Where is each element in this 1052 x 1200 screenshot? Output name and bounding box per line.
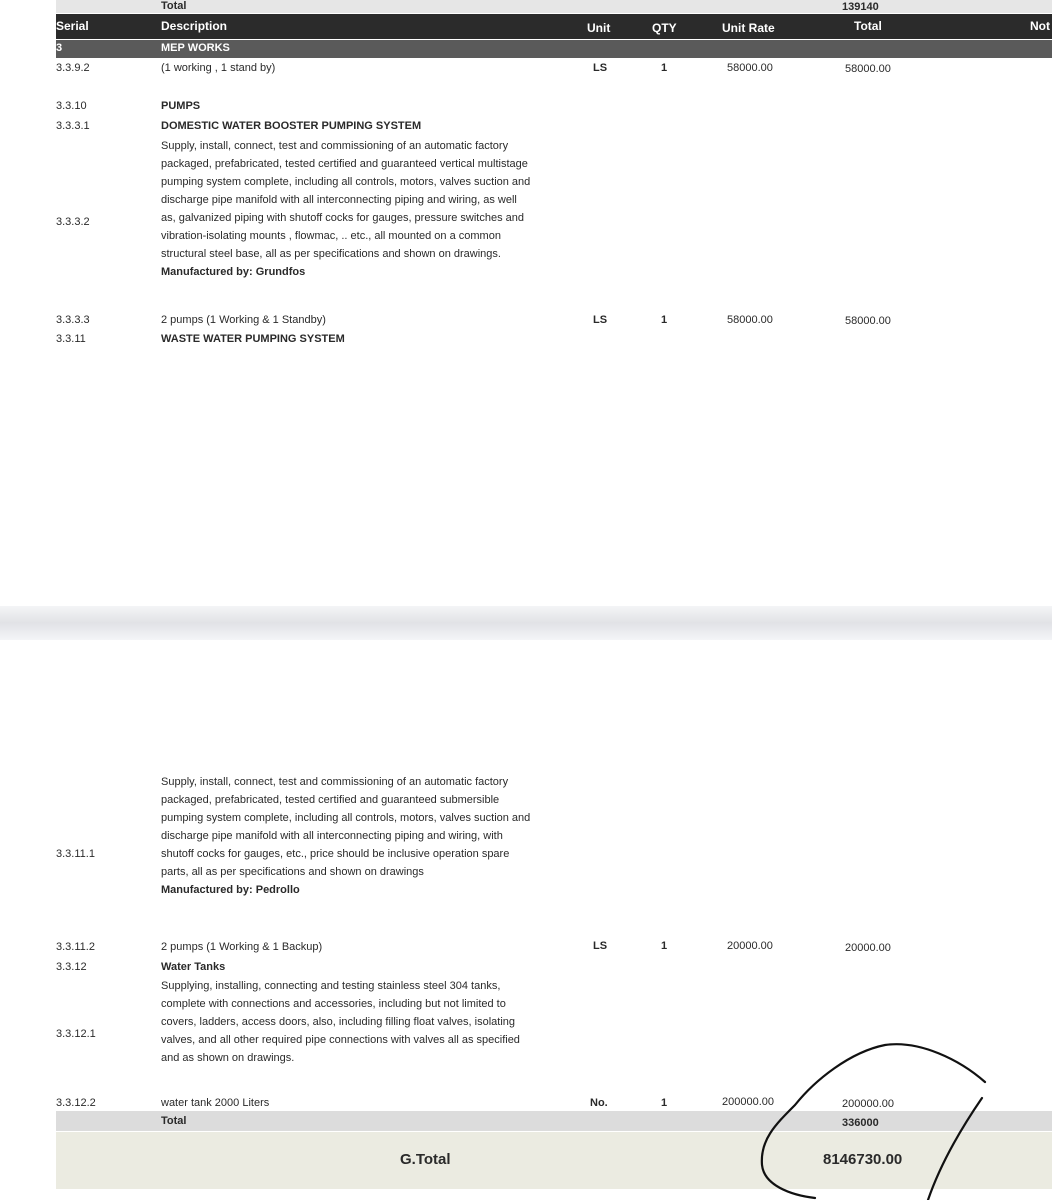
description-line: discharge pipe manifold with all interconnecting piping and wiring, as well xyxy=(161,194,517,206)
row-description: (1 working , 1 stand by) xyxy=(161,62,276,74)
row-description: 2 pumps (1 Working & 1 Standby) xyxy=(161,314,326,326)
row-serial: 3.3.12.1 xyxy=(56,1028,96,1040)
row-serial: 3.3.12 xyxy=(56,961,87,973)
header-qty: QTY xyxy=(652,21,677,35)
header-notes: Not xyxy=(1030,19,1050,33)
description-line: covers, ladders, access doors, also, including filling float valves, isolating xyxy=(161,1016,516,1028)
row-serial: 3.3.12.2 xyxy=(56,1097,96,1109)
section-serial: 3 xyxy=(56,42,63,54)
row-serial: 3.3.11.2 xyxy=(56,941,95,953)
row-total: 58000.00 xyxy=(845,315,891,327)
row-unit: LS xyxy=(593,940,608,952)
row-serial: 3.3.9.2 xyxy=(56,62,90,74)
row-heading: Water Tanks xyxy=(161,961,226,973)
header-serial: Serial xyxy=(56,19,89,33)
row-unit-rate: 200000.00 xyxy=(722,1096,774,1108)
header-unit: Unit xyxy=(587,21,611,35)
description-line: vibration-isolating mounts , flowmac, .. etc., all mounted on a common xyxy=(161,230,501,242)
description-line: complete with connections and accessories, including but not limited to xyxy=(161,998,506,1010)
description-line: valves, and all other required pipe connections with valves all as specified xyxy=(161,1034,520,1046)
row-qty: 1 xyxy=(661,940,668,952)
row-total: 200000.00 xyxy=(842,1098,894,1110)
description-line: Supplying, installing, connecting and testing stainless steel 304 tanks, xyxy=(161,980,501,992)
description-line: shutoff cocks for gauges, etc., price should be inclusive operation spare xyxy=(161,848,510,860)
description-line: as, galvanized piping with shutoff cocks for gauges, pressure switches and xyxy=(161,212,524,224)
description-line: parts, all as per specifications and shown on drawings xyxy=(161,866,424,878)
description-line: structural steel base, all as per specifications and shown on drawings. xyxy=(161,248,501,260)
row-serial: 3.3.11 xyxy=(56,333,86,345)
manufacturer-line: Manufactured by: Pedrollo xyxy=(161,884,300,896)
row-unit-rate: 58000.00 xyxy=(727,62,773,74)
bottom-total-value: 336000 xyxy=(842,1117,879,1129)
row-unit: LS xyxy=(593,314,608,326)
manufacturer-line: Manufactured by: Grundfos xyxy=(161,266,306,278)
row-qty: 1 xyxy=(661,1097,668,1109)
row-qty: 1 xyxy=(661,314,668,326)
description-line: packaged, prefabricated, tested certified and guaranteed vertical multistage xyxy=(161,158,528,170)
row-serial: 3.3.3.3 xyxy=(56,314,90,326)
top-total-label: Total xyxy=(161,0,187,12)
row-serial: 3.3.3.2 xyxy=(56,216,90,228)
section-title: MEP WORKS xyxy=(161,42,230,54)
row-unit-rate: 20000.00 xyxy=(727,940,773,952)
row-unit: No. xyxy=(590,1097,608,1109)
row-total: 58000.00 xyxy=(845,63,891,75)
description-line: discharge pipe manifold with all interconnecting piping and wiring, with xyxy=(161,830,503,842)
row-description: water tank 2000 Liters xyxy=(161,1097,270,1109)
header-unit-rate: Unit Rate xyxy=(722,21,775,35)
description-line: packaged, prefabricated, tested certified and guaranteed submersible xyxy=(161,794,500,806)
row-serial: 3.3.10 xyxy=(56,100,87,112)
row-unit-rate: 58000.00 xyxy=(727,314,773,326)
row-heading: PUMPS xyxy=(161,100,201,112)
row-description: 2 pumps (1 Working & 1 Backup) xyxy=(161,941,323,953)
row-heading: WASTE WATER PUMPING SYSTEM xyxy=(161,333,345,345)
grand-total-value: 8146730.00 xyxy=(823,1151,903,1168)
header-total: Total xyxy=(854,19,882,33)
description-line: pumping system complete, including all controls, motors, valves suction and xyxy=(161,176,531,188)
row-qty: 1 xyxy=(661,62,668,74)
row-total: 20000.00 xyxy=(845,942,891,954)
row-heading: DOMESTIC WATER BOOSTER PUMPING SYSTEM xyxy=(161,120,422,132)
grand-total-label: G.Total xyxy=(400,1151,451,1168)
top-total-value: 139140 xyxy=(842,1,879,13)
row-serial: 3.3.3.1 xyxy=(56,120,90,132)
description-line: pumping system complete, including all controls, motors, valves suction and xyxy=(161,812,531,824)
row-serial: 3.3.11.1 xyxy=(56,848,95,860)
description-line: Supply, install, connect, test and commissioning of an automatic factory xyxy=(161,140,509,152)
description-line: and as shown on drawings. xyxy=(161,1052,295,1064)
row-unit: LS xyxy=(593,62,608,74)
description-line: Supply, install, connect, test and commissioning of an automatic factory xyxy=(161,776,509,788)
bottom-total-label: Total xyxy=(161,1115,187,1127)
header-description: Description xyxy=(161,19,228,33)
